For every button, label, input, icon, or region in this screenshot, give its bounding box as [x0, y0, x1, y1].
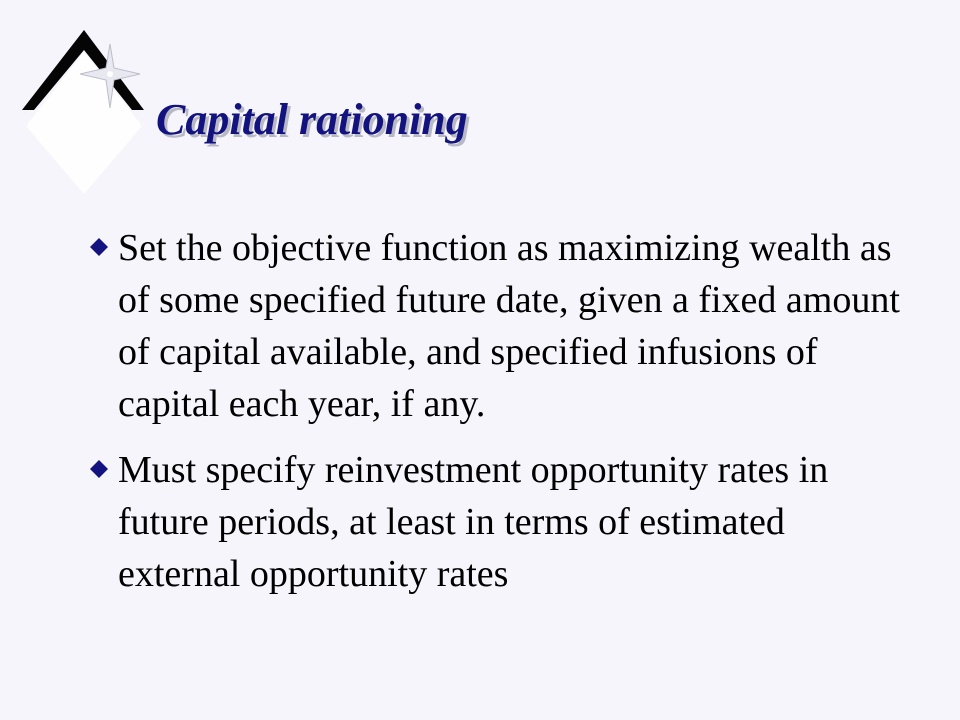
bullet-text: Must specify reinvestment opportunity rates in future periods, at least in terms of estimated external opportunity rates	[118, 449, 829, 595]
bullet-text: Set the objective function as maximizing wealth as of some specified future date, given a fixed amount of capital available, and specified infusions of capital each year, if any.	[118, 227, 900, 425]
triangle-diamond-star-logo-icon	[14, 24, 154, 196]
list-item	[90, 444, 910, 600]
list-item	[90, 222, 910, 430]
slide-title: Capital rationing	[156, 95, 468, 144]
diamond-bullet-icon	[90, 238, 108, 256]
diamond-bullet-icon	[90, 460, 108, 478]
bullet-list	[90, 222, 910, 614]
